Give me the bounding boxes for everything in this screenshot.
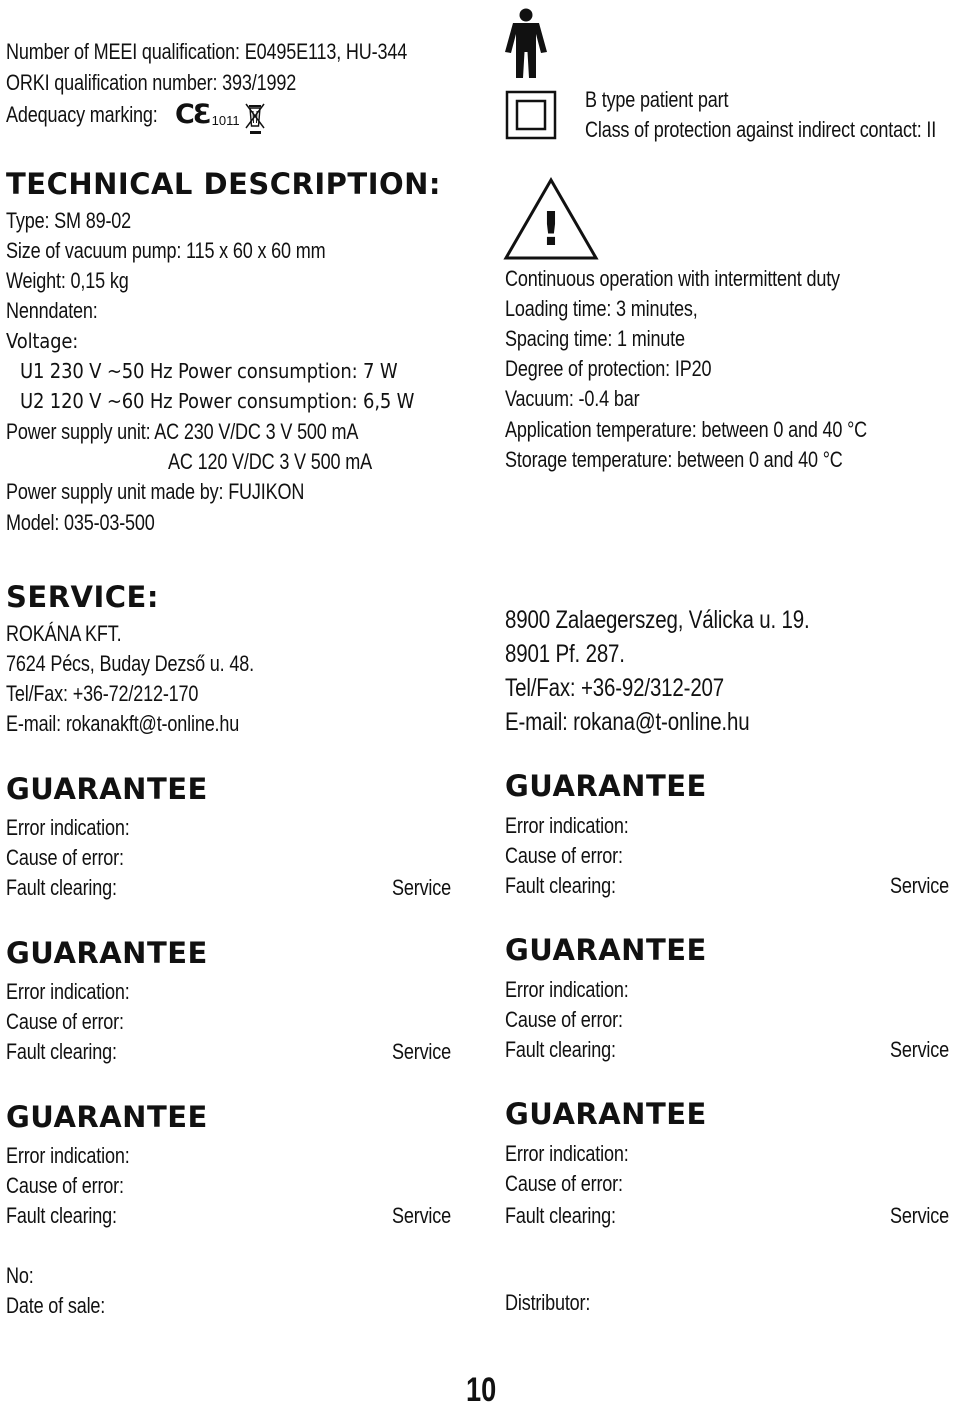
error-indication: Error indication: [505,813,629,838]
nenndaten-line: Nenndaten: [6,298,98,323]
service-label: Service [890,873,950,898]
service-pf: 8901 Pf. 287. [505,640,625,668]
service-address-zalaegerszeg: 8900 Zalaegerszeg, Válicka u. 19. [505,606,810,634]
psu-120-line: AC 120 V/DC 3 V 500 mA [168,449,372,474]
guarantee-heading: GUARANTEE [6,772,208,806]
page-number: 10 [466,1371,497,1409]
service-label: Service [890,1037,950,1062]
cause-of-error: Cause of error: [505,1007,623,1032]
service-address-pecs: 7624 Pécs, Buday Dezső u. 48. [6,651,254,676]
service-telfax-pecs: Tel/Fax: +36-72/212-170 [6,681,199,706]
storage-temperature: Storage temperature: between 0 and 40 °C [505,447,843,472]
fault-clearing: Fault clearing: [6,875,117,900]
guarantee-heading: GUARANTEE [6,1100,208,1134]
error-indication: Error indication: [505,977,629,1002]
psu-maker-line: Power supply unit made by: FUJIKON [6,479,305,504]
guarantee-heading: GUARANTEE [505,769,707,803]
orki-qualification: ORKI qualification number: 393/1992 [6,70,297,95]
vacuum-value: Vacuum: -0.4 bar [505,386,640,411]
loading-time: Loading time: 3 minutes, [505,296,698,321]
cause-of-error: Cause of error: [6,845,124,870]
guarantee-heading: GUARANTEE [505,1097,707,1131]
cause-of-error: Cause of error: [6,1173,124,1198]
adequacy-marking-label: Adequacy marking: [6,102,158,127]
degree-protection: Degree of protection: IP20 [505,356,712,381]
error-indication: Error indication: [6,979,130,1004]
class-ii-double-square-icon [505,90,557,140]
b-type-patient-icon [503,8,549,80]
weight-line: Weight: 0,15 kg [6,268,129,293]
error-indication: Error indication: [6,815,130,840]
service-telfax-zala: Tel/Fax: +36-92/312-207 [505,674,725,702]
error-indication: Error indication: [505,1141,629,1166]
warning-exclamation: ! [540,202,562,256]
service-email-pecs: E-mail: rokanakft@t-online.hu [6,711,240,736]
psu-230-line: Power supply unit: AC 230 V/DC 3 V 500 mA [6,419,359,444]
guarantee-heading: GUARANTEE [505,933,707,967]
ce-mark-icon: CƐ [175,99,210,130]
ce-mark [175,101,240,128]
u2-line: U2 120 V ~60 Hz Power consumption: 6,5 W [20,389,415,413]
continuous-operation: Continuous operation with intermittent duty [505,266,840,291]
crossed-bin-icon [244,101,266,137]
cause-of-error: Cause of error: [505,843,623,868]
fault-clearing: Fault clearing: [505,1037,616,1062]
spacing-time: Spacing time: 1 minute [505,326,685,351]
service-email-zala: E-mail: rokana@t-online.hu [505,708,750,736]
fault-clearing: Fault clearing: [505,873,616,898]
cause-of-error: Cause of error: [505,1171,623,1196]
technical-description-heading: TECHNICAL DESCRIPTION: [6,167,442,201]
service-company: ROKÁNA KFT. [6,621,122,646]
distributor-label: Distributor: [505,1290,591,1315]
fault-clearing: Fault clearing: [505,1203,616,1228]
date-of-sale-label: Date of sale: [6,1293,106,1318]
pump-size-line: Size of vacuum pump: 115 x 60 x 60 mm [6,238,326,263]
model-line: Model: 035-03-500 [6,510,155,535]
ce-notified-body-number: 1011 [211,113,240,128]
service-heading: SERVICE: [6,580,159,614]
number-field-label: No: [6,1263,34,1288]
b-type-patient-text: B type patient part [585,87,729,112]
error-indication: Error indication: [6,1143,130,1168]
service-label: Service [392,875,452,900]
class-protection-text: Class of protection against indirect contact: II [585,117,937,142]
fault-clearing: Fault clearing: [6,1039,117,1064]
service-label: Service [890,1203,950,1228]
fault-clearing: Fault clearing: [6,1203,117,1228]
guarantee-heading: GUARANTEE [6,936,208,970]
voltage-line: Voltage: [6,329,79,353]
service-label: Service [392,1039,452,1064]
u1-line: U1 230 V ~50 Hz Power consumption: 7 W [20,359,398,383]
application-temperature: Application temperature: between 0 and 40 °C [505,417,868,442]
meei-qualification: Number of MEEI qualification: E0495E113, HU-344 [6,39,408,64]
type-line: Type: SM 89-02 [6,208,132,233]
cause-of-error: Cause of error: [6,1009,124,1034]
service-label: Service [392,1203,452,1228]
